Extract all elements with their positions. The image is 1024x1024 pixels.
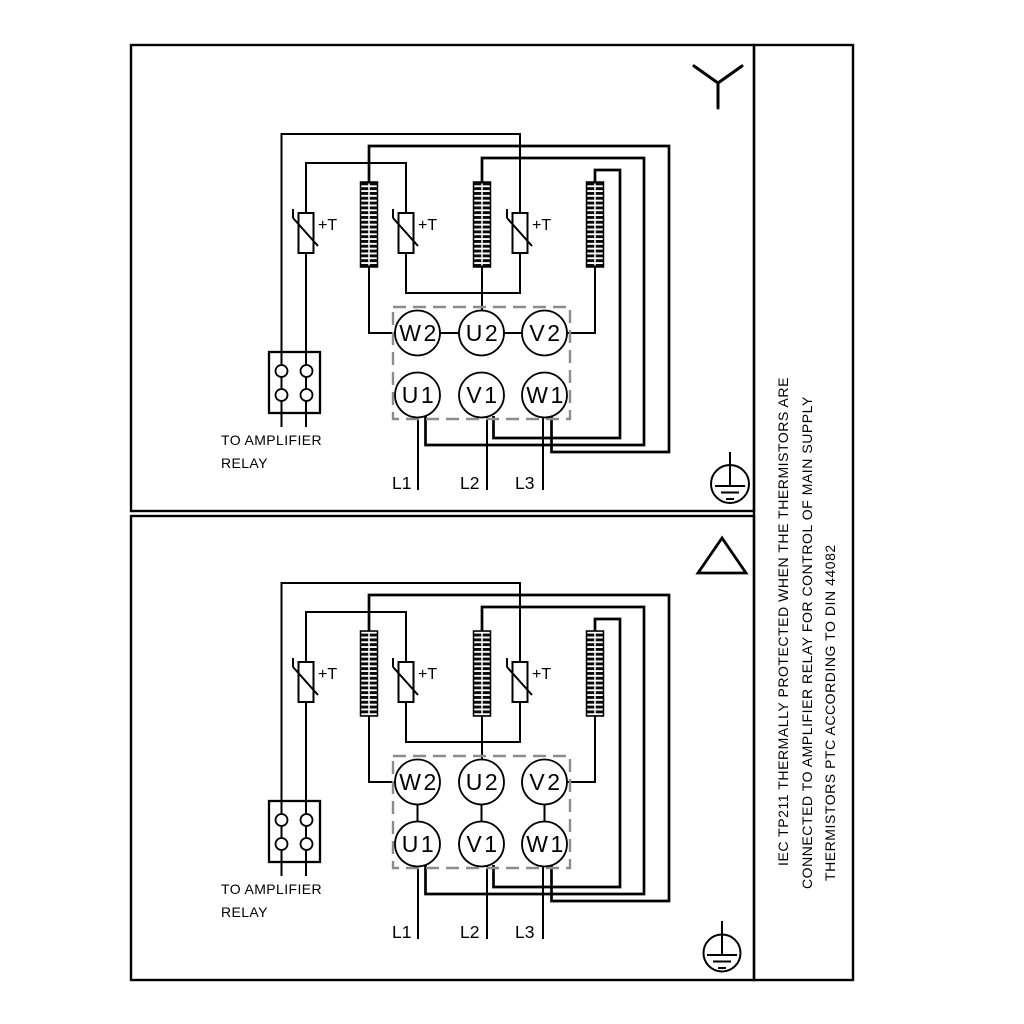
ptc-thermistor (293, 658, 318, 702)
thermistor-label: +T (418, 217, 438, 234)
side-note-line-3: THERMISTORS PTC ACCORDING TO DIN 44082 (822, 544, 838, 881)
terminal-label-v1: V1 (466, 382, 500, 408)
ptc-thermistor (393, 658, 418, 702)
mains-label-l1: L1 (392, 922, 412, 942)
wire (306, 163, 406, 213)
side-note-line-2: CONNECTED TO AMPLIFIER RELAY FOR CONTROL OF MAIN SUPPLY (799, 396, 815, 889)
ptc-thermistor (507, 658, 532, 702)
terminal-label-u1: U1 (401, 382, 437, 408)
delta-panel (221, 538, 746, 972)
relay-note: RELAY (221, 904, 268, 920)
relay-terminal (276, 814, 288, 826)
thermistor-label: +T (532, 666, 552, 683)
terminal-label-w2: W2 (399, 769, 439, 795)
earth-ground-icon (704, 921, 741, 972)
relay-terminal (301, 838, 313, 850)
terminal-label-w2: W2 (399, 320, 439, 346)
terminal-label-v2: V2 (529, 769, 563, 795)
star-panel (221, 66, 749, 503)
relay-terminal (276, 389, 288, 401)
motor-windings (361, 182, 604, 267)
mains-label-l1: L1 (392, 473, 412, 493)
relay-note: TO AMPLIFIER (221, 881, 323, 897)
wire (406, 702, 520, 742)
thermistor-label: +T (318, 217, 338, 234)
relay-note: TO AMPLIFIER (221, 432, 323, 448)
earth-ground-icon (711, 452, 749, 503)
mains-label-l2: L2 (460, 473, 480, 493)
ptc-thermistor (393, 209, 418, 253)
terminal-label-u2: U2 (465, 769, 501, 795)
relay-terminal (301, 814, 313, 826)
wire (369, 716, 396, 782)
ptc-thermistor (507, 209, 532, 253)
wire (369, 267, 396, 333)
wire (567, 716, 596, 782)
relay-terminal (276, 838, 288, 850)
terminal-label-u1: U1 (401, 831, 437, 857)
amplifier-relay-terminals (269, 352, 320, 413)
mains-label-l3: L3 (515, 473, 535, 493)
thermistor-label: +T (318, 666, 338, 683)
thermistor-label: +T (532, 217, 552, 234)
thermistor-label: +T (418, 666, 438, 683)
motor-windings (361, 631, 604, 716)
terminal-label-v1: V1 (466, 831, 500, 857)
terminal-label-w1: W1 (526, 382, 566, 408)
terminal-label-u2: U2 (465, 320, 501, 346)
terminal-label-v2: V2 (529, 320, 563, 346)
mains-label-l3: L3 (515, 922, 535, 942)
side-note-line-1: IEC TP211 THERMALLY PROTECTED WHEN THE THERMISTORS ARE (775, 377, 791, 866)
wire (567, 267, 596, 333)
wye-connection-icon (694, 66, 742, 108)
ptc-thermistor (293, 209, 318, 253)
relay-terminal (276, 365, 288, 377)
delta-connection-icon (698, 538, 746, 573)
amplifier-relay-terminals (269, 801, 320, 862)
mains-label-l2: L2 (460, 922, 480, 942)
relay-terminal (301, 365, 313, 377)
terminal-label-w1: W1 (526, 831, 566, 857)
wire (406, 253, 520, 293)
wire (306, 612, 406, 662)
relay-terminal (301, 389, 313, 401)
relay-note: RELAY (221, 455, 268, 471)
